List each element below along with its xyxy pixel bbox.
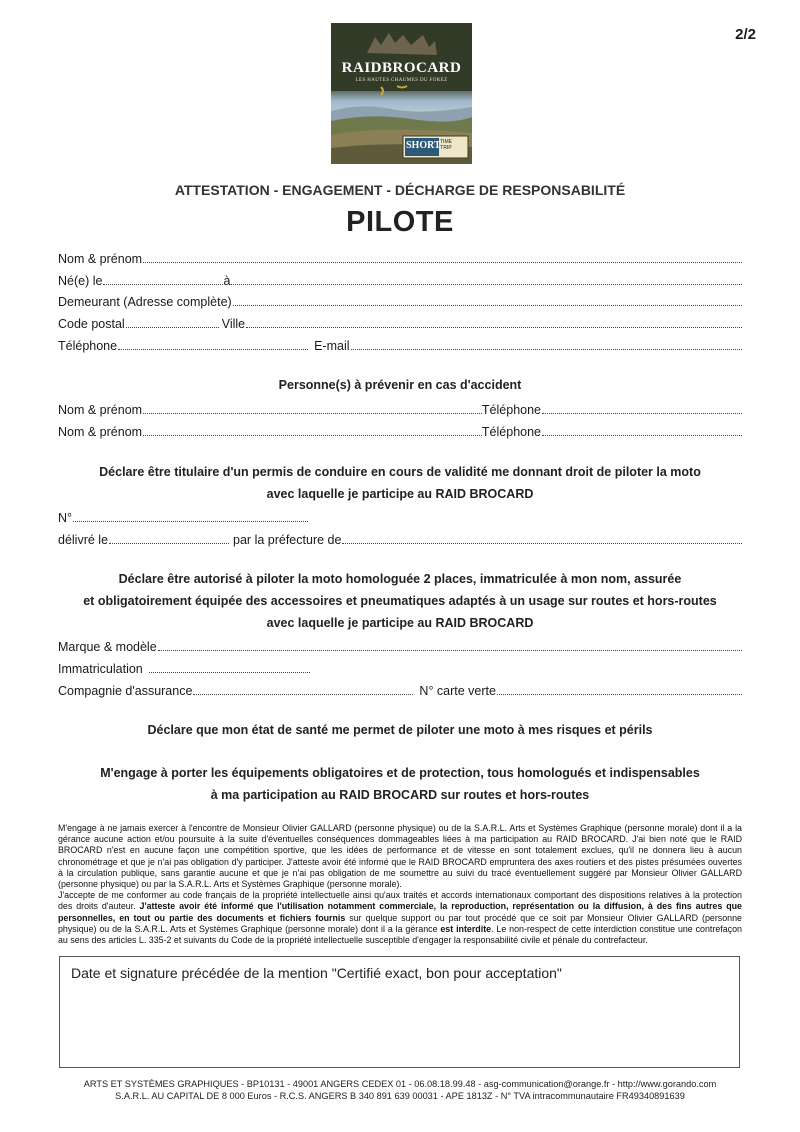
document-title: PILOTE <box>346 206 454 238</box>
insurance-fill-line[interactable] <box>193 693 413 695</box>
name-field-row[interactable] <box>58 248 742 266</box>
signature-instruction: Date et signature précédée de la mention "Certifié exact, bon pour acceptation" <box>71 965 562 981</box>
emergency-heading: Personne(s) à prévenir en cas d'accident <box>278 378 522 392</box>
phone-fill-line[interactable] <box>118 348 308 350</box>
emergency-phone-fill-line[interactable] <box>542 412 742 414</box>
registration-fill-line[interactable] <box>149 671 310 673</box>
license-line-1: Déclare être titulaire d'un permis de conduire en cours de validité me donnant droit de piloter la moto <box>99 465 701 479</box>
emergency-name-label: Nom & prénom <box>58 403 143 417</box>
emergency-phone-label: Téléphone <box>481 403 541 417</box>
address-fill-line[interactable] <box>233 304 742 306</box>
registration-row[interactable] <box>58 658 310 676</box>
issued-date-fill-line[interactable] <box>109 542 229 544</box>
legal-p2-b: J'atteste avoir été informé que l'utilisation notamment commerciale, la reproduction, représentation ou la diffusion, à des fins autres que personnelles, en tout ou partie des documents et fichiers fournis <box>58 901 742 923</box>
equipment-line-2: à ma participation au RAID BROCARD sur routes et hors-routes <box>210 788 590 802</box>
email-fill-line[interactable] <box>351 348 743 350</box>
footer-line-1: ARTS ET SYSTÈMES GRAPHIQUES - BP10131 - 49001 ANGERS CEDEX 01 - 06.08.18.99.48 - asg-communication@orange.fr - http://www.gorando.com <box>83 1079 717 1089</box>
emergency-name-fill-line[interactable] <box>143 412 482 414</box>
vehicle-brand-row[interactable] <box>58 636 742 654</box>
page-number: 2/2 <box>735 26 756 43</box>
address-label: Demeurant (Adresse complète) <box>58 295 232 309</box>
address-field-row[interactable] <box>58 291 742 309</box>
logo-badge-small <box>440 139 452 151</box>
license-issue-row[interactable] <box>58 529 742 547</box>
emergency-phone-fill-line[interactable] <box>542 434 742 436</box>
registration-label: Immatriculation <box>58 662 143 676</box>
issued-label: délivré le <box>58 533 109 547</box>
logo-brand-text: RAIDBROCARD <box>341 60 462 76</box>
legal-paragraph-2 <box>58 890 742 946</box>
birth-field-row[interactable] <box>58 270 742 288</box>
insurance-label: Compagnie d'assurance <box>58 684 193 698</box>
footer-line-2: S.A.R.L. AU CAPITAL DE 8 000 Euros - R.C.S. ANGERS B 340 891 639 00031 - APE 1813Z - N° TVA intracommunautaire FR49340891639 <box>115 1091 685 1101</box>
logo-badge-time: TIME <box>440 139 452 145</box>
name-label: Nom & prénom <box>58 252 143 266</box>
postal-label: Code postal <box>58 317 125 331</box>
green-card-label: N° carte verte <box>419 684 496 698</box>
email-label: E-mail <box>314 339 350 353</box>
legal-p2-e: . Le non-respect de cette interdiction constitue une contrefaçon au sens des articles L. 335-2 et suivants du Code de la propriété intellectuelle susceptible d'engager la responsabilité civile et pénale du contrefacteur. <box>58 923 742 946</box>
born-label: Né(e) le <box>58 274 103 288</box>
license-number-fill-line[interactable] <box>73 520 308 522</box>
logo-badge-main: SHORT <box>406 140 441 151</box>
raid-brocard-logo <box>331 23 472 164</box>
brand-fill-line[interactable] <box>158 649 742 651</box>
phone-label: Téléphone <box>58 339 118 353</box>
license-number-row[interactable] <box>58 507 308 525</box>
postal-fill-line[interactable] <box>126 326 219 328</box>
prefecture-label: par la préfecture de <box>233 533 342 547</box>
contact-field-row[interactable] <box>58 335 742 353</box>
emergency-name-label: Nom & prénom <box>58 425 143 439</box>
equipment-line-1: M'engage à porter les équipements obligatoires et de protection, tous homologués et indispensables <box>100 766 700 780</box>
license-declaration <box>40 461 760 505</box>
document-subtitle: ATTESTATION - ENGAGEMENT - DÉCHARGE DE RESPONSABILITÉ <box>174 182 626 198</box>
legal-paragraph-1: M'engage à ne jamais exercer à l'encontre de Monsieur Olivier GALLARD (personne physique) ou de la S.A.R.L. Arts et Systèmes Graphique (personne morale) dont il a la gérance aucune action et/ou poursuite à la suite d'éventuelles conséquences dommageables liées à ma participation au RAID BROCARD. J'ai bien noté que le RAID BROCARD n'est en aucune façon une compétition sportive, que les idées de performance et de vitesse en sont totalement exclues, qu'il ne donnera lieu à aucun chronométrage et que je n'ai pas obligation d'y participer. J'atteste avoir été informé que le RAID BROCARD empruntera des axes routiers et des pistes présumées ouvertes à la circulation publique, sans garantie aucune et que je n'ai pas obligation de me soumettre au suivi du tracé éventuellement suggéré par Monsieur Olivier GALLARD (personne physique) ou par la S.A.R.L. Arts et Systèmes Graphique (personne morale). <box>58 823 742 890</box>
license-line-2: avec laquelle je participe au RAID BROCARD <box>266 487 534 501</box>
license-number-label: N° <box>58 511 73 525</box>
brand-label: Marque & modèle <box>58 640 157 654</box>
legal-p2-c: sur quelque support ou par tout procédé que ce soit par Monsieur Olivier GALLARD (personne physique) ou de la S.A.R.L. Arts et Systèmes Graphique (personne morale) dont il a la gérance <box>58 912 742 934</box>
emergency-contact-row-1[interactable] <box>58 399 742 417</box>
emergency-name-fill-line[interactable] <box>143 434 482 436</box>
birth-date-fill-line[interactable] <box>103 283 223 285</box>
vehicle-line-1: Déclare être autorisé à piloter la moto homologuée 2 places, immatriculée à mon nom, assurée <box>118 572 682 586</box>
emergency-phone-label: Téléphone <box>481 425 541 439</box>
legal-text <box>58 823 742 946</box>
prefecture-fill-line[interactable] <box>342 542 742 544</box>
vehicle-line-3: avec laquelle je participe au RAID BROCARD <box>266 616 534 630</box>
legal-p2-d: est interdite <box>440 923 492 934</box>
birth-place-fill-line[interactable] <box>231 283 742 285</box>
city-fill-line[interactable] <box>246 326 742 328</box>
footer <box>40 1078 760 1102</box>
logo-badge-trip: TRIP <box>440 145 452 151</box>
emergency-contact-row-2[interactable] <box>58 421 742 439</box>
green-card-fill-line[interactable] <box>497 693 742 695</box>
insurance-row[interactable] <box>58 680 742 698</box>
equipment-declaration <box>40 762 760 806</box>
name-fill-line[interactable] <box>143 261 742 263</box>
born-at-label: à <box>223 274 231 288</box>
logo-tagline: LES HAUTES CHAUMES DU FOREZ <box>355 78 448 83</box>
postal-field-row[interactable] <box>58 313 742 331</box>
vehicle-line-2: et obligatoirement équipée des accessoires et pneumatiques adaptés à un usage sur routes et hors-routes <box>83 594 717 608</box>
city-label: Ville <box>221 317 246 331</box>
vehicle-declaration <box>40 568 760 634</box>
legal-p2-a: J'accepte de me conformer au code français de la propriété intellectuelle ainsi qu'aux traités et accords internationaux comportant des dispositions relatives à la protection des droits d'auteur. <box>58 890 742 912</box>
health-declaration: Déclare que mon état de santé me permet de piloter une moto à mes risques et périls <box>147 723 653 737</box>
signature-box[interactable] <box>59 956 740 1068</box>
